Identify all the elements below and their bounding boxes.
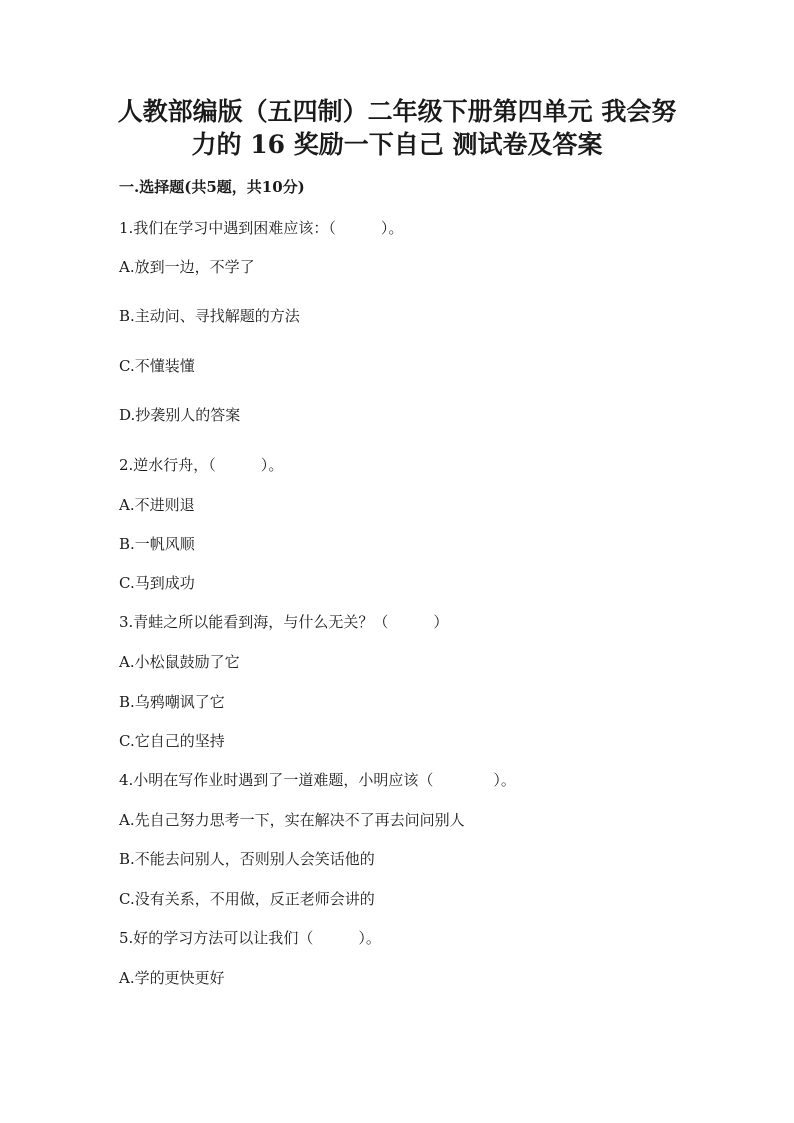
question-1-option-d: D.抄袭别人的答案 <box>119 406 241 424</box>
question-1-option-b: B.主动问、寻找解题的方法 <box>119 307 300 325</box>
question-1-stem: 1.我们在学习中遇到困难应该：（ ）。 <box>119 219 404 237</box>
question-3-option-c: C.它自己的坚持 <box>119 732 225 750</box>
question-2-option-c: C.马到成功 <box>119 574 195 592</box>
question-5-option-a: A.学的更快更好 <box>119 969 225 987</box>
question-2-option-b: B.一帆风顺 <box>119 535 195 553</box>
question-2-option-a: A.不进则退 <box>119 496 195 514</box>
question-4-option-b: B.不能去问别人，否则别人会笑话他的 <box>119 850 375 868</box>
question-4-option-a: A.先自己努力思考一下，实在解决不了再去问问别人 <box>119 811 465 829</box>
question-1-option-a: A.放到一边，不学了 <box>119 258 255 276</box>
question-1-option-c: C.不懂装懂 <box>119 357 195 375</box>
section-heading: 一.选择题(共5题，共10分) <box>119 178 305 196</box>
question-4-stem: 4.小明在写作业时遇到了一道难题，小明应该（ ）。 <box>119 771 516 789</box>
question-3-option-a: A.小松鼠鼓励了它 <box>119 653 240 671</box>
question-3-stem: 3.青蛙之所以能看到海，与什么无关？（ ） <box>119 613 449 631</box>
question-5-stem: 5.好的学习方法可以让我们（ ）。 <box>119 929 381 947</box>
question-3-option-b: B.乌鸦嘲讽了它 <box>119 693 225 711</box>
document-title-line-2: 力的 16 奖励一下自己 测试卷及答案 <box>191 130 603 159</box>
question-2-stem: 2.逆水行舟，（ ）。 <box>119 456 284 474</box>
document-title-line-1: 人教部编版（五四制）二年级下册第四单元 我会努 <box>117 97 677 126</box>
question-4-option-c: C.没有关系，不用做，反正老师会讲的 <box>119 890 375 908</box>
